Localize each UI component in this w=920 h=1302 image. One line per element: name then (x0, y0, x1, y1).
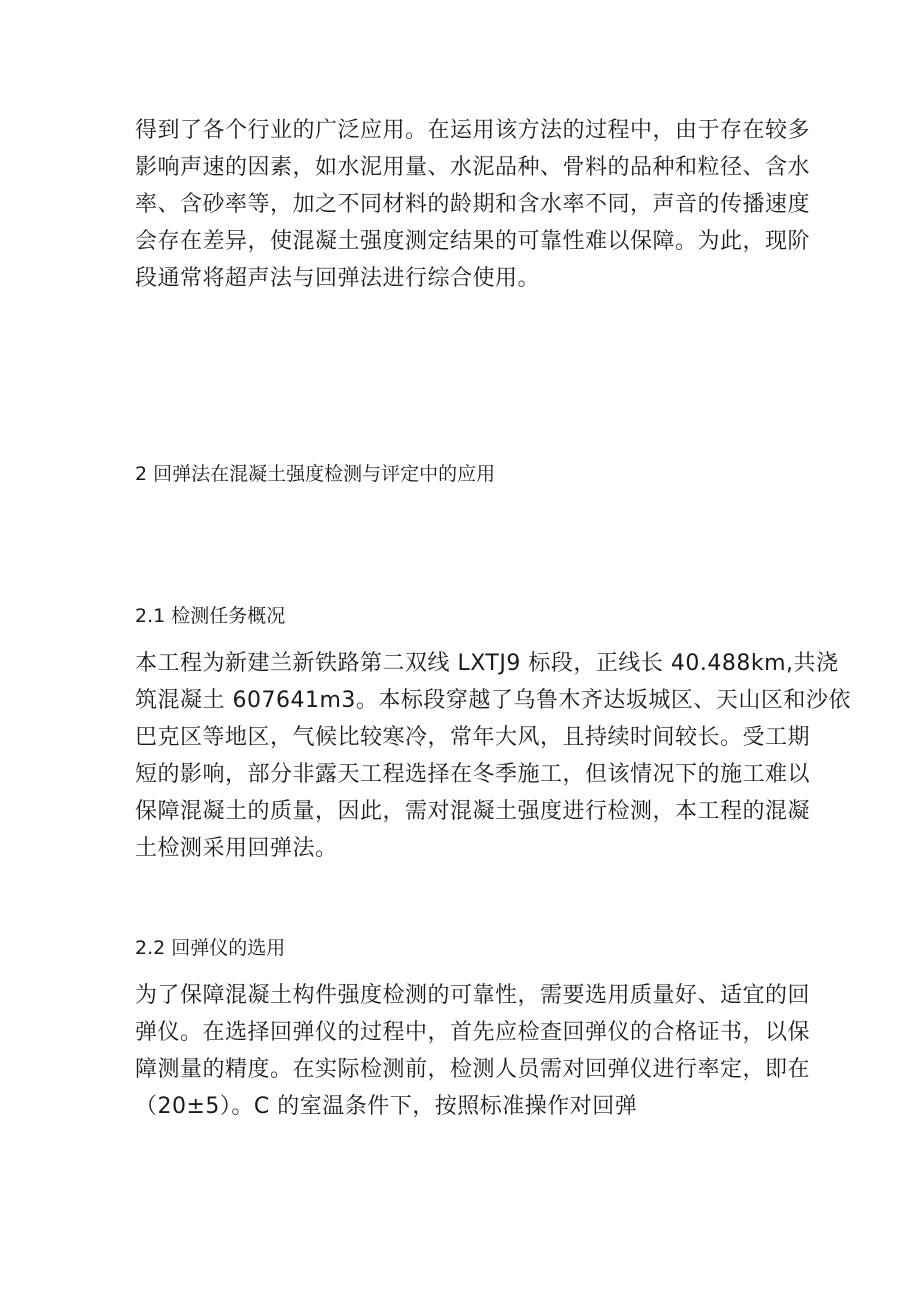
paragraph-line: 巴克区等地区，气候比较寒冷，常年大风，且持续时间较长。受工期 (135, 725, 811, 750)
paragraph-line: 影响声速的因素，如水泥用量、水泥品种、骨料的品种和粒径、含水 (135, 155, 811, 180)
paragraph-line: 土检测采用回弹法。 (135, 836, 338, 861)
section-2-2-heading: 2.2 回弹仪的选用 (135, 937, 286, 959)
paragraph-line: 段通常将超声法与回弹法进行综合使用。 (135, 266, 541, 291)
section-2-heading: 2 回弹法在混凝土强度检测与评定中的应用 (135, 463, 496, 485)
paragraph-line: （20±5）。C 的室温条件下，按照标准操作对回弹 (135, 1094, 638, 1119)
section-2-1-heading: 2.1 检测任务概况 (135, 605, 286, 627)
paragraph-line: 率、含砂率等，加之不同材料的龄期和含水率不同，声音的传播速度 (135, 192, 811, 217)
paragraph-line: 为了保障混凝土构件强度检测的可靠性，需要选用质量好、适宜的回 (135, 983, 811, 1008)
paragraph-line: 本工程为新建兰新铁路第二双线 LXTJ9 标段，正线长 40.488km,共浇 (135, 651, 839, 676)
paragraph-line: 弹仪。在选择回弹仪的过程中，首先应检查回弹仪的合格证书，以保 (135, 1020, 811, 1045)
paragraph-line: 得到了各个行业的广泛应用。在运用该方法的过程中，由于存在较多 (135, 118, 811, 143)
paragraph-line: 保障混凝土的质量，因此，需对混凝土强度进行检测，本工程的混凝 (135, 799, 811, 824)
intro-paragraph (135, 112, 811, 297)
paragraph-line: 障测量的精度。在实际检测前，检测人员需对回弹仪进行率定，即在 (135, 1057, 811, 1082)
section-2-1-paragraph (135, 645, 851, 867)
paragraph-line: 会存在差异，使混凝土强度测定结果的可靠性难以保障。为此，现阶 (135, 229, 811, 254)
paragraph-line: 短的影响，部分非露天工程选择在冬季施工，但该情况下的施工难以 (135, 762, 811, 787)
section-2-2-paragraph (135, 977, 811, 1125)
paragraph-line: 筑混凝土 607641m3。本标段穿越了乌鲁木齐达坂城区、天山区和沙依 (135, 688, 851, 713)
